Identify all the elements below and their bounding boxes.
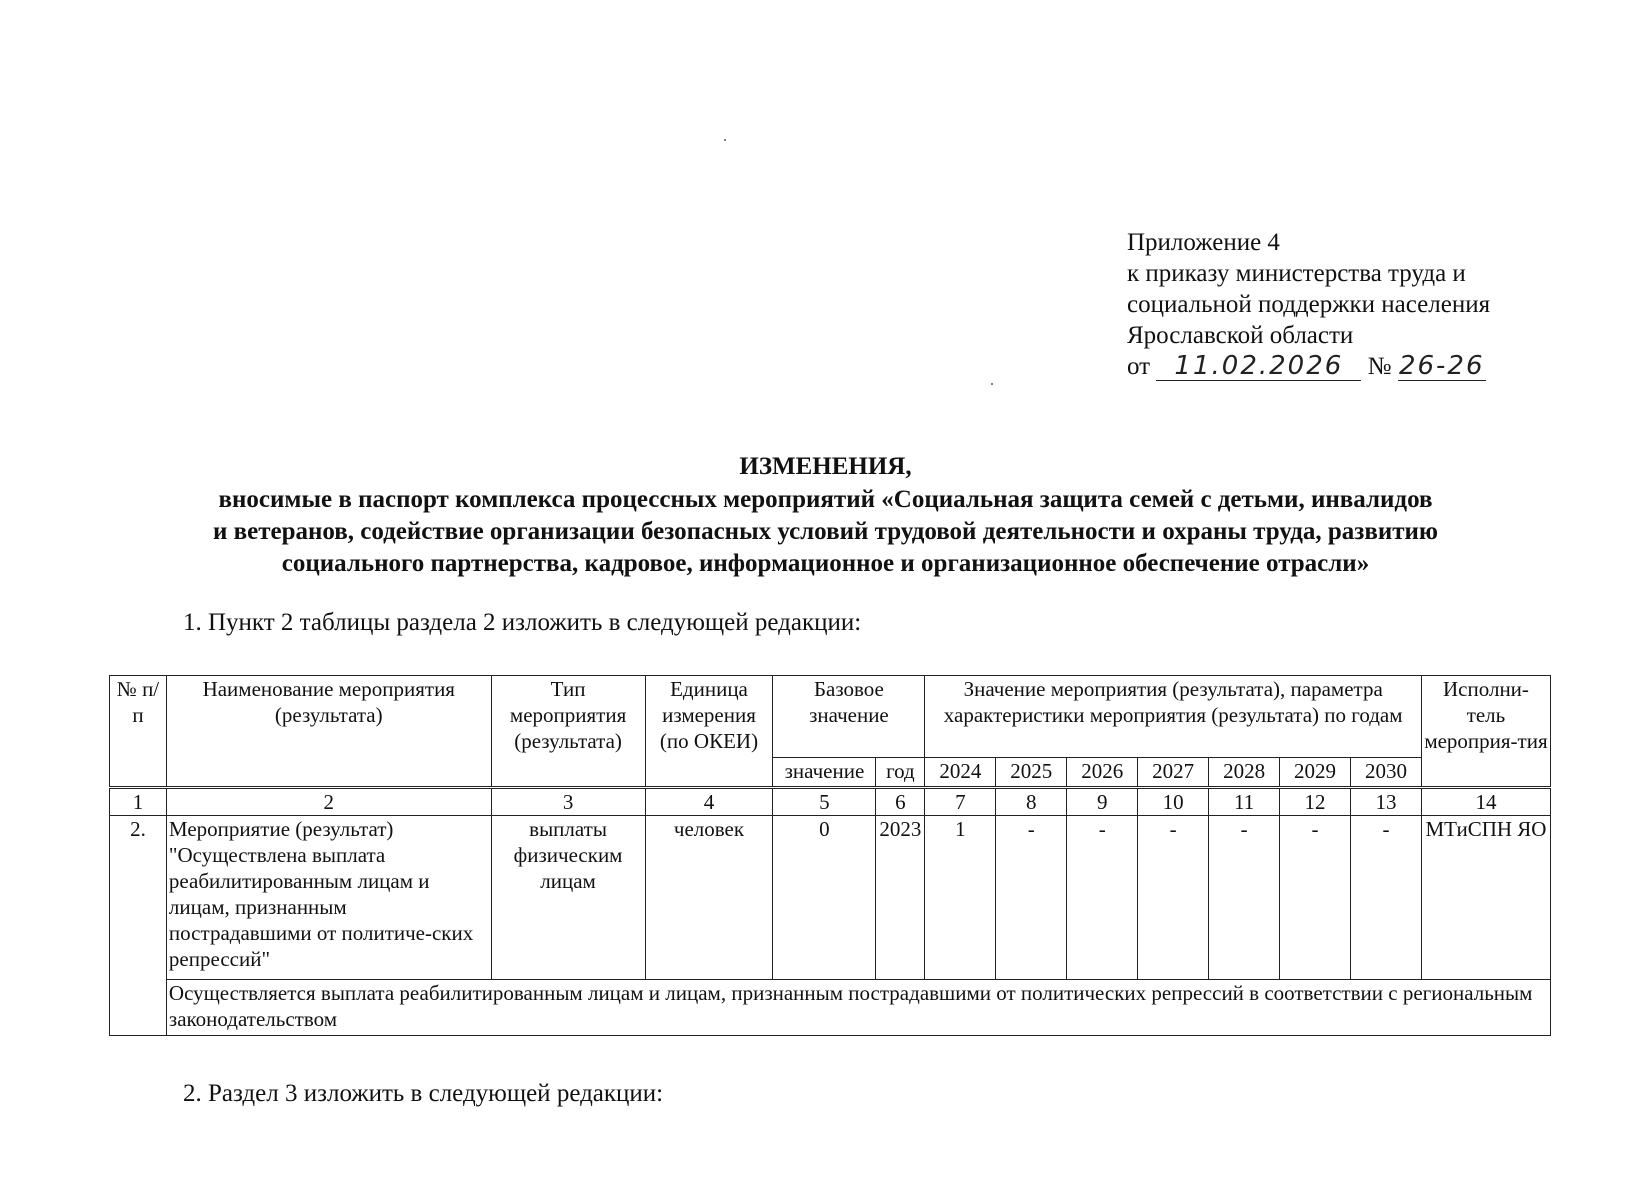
row-executor: МТиСПН ЯО xyxy=(1421,816,1550,980)
scan-speck xyxy=(991,383,993,385)
column-number: 14 xyxy=(1421,788,1550,816)
header-base: Базовое значение xyxy=(773,676,925,758)
handwritten-date: 11.02.2026 xyxy=(1156,352,1361,381)
appendix-order-line: к приказу министерства труда и xyxy=(1127,260,1466,287)
date-prefix: от xyxy=(1127,353,1151,380)
item-1-text: 1. Пункт 2 таблицы раздела 2 изложить в следующей редакции: xyxy=(183,609,862,636)
column-number: 2 xyxy=(166,788,491,816)
column-number: 5 xyxy=(773,788,876,816)
row-value-2029: - xyxy=(1280,816,1351,980)
document-title: ИЗМЕНЕНИЯ, xyxy=(739,453,912,480)
row-value-2025: - xyxy=(996,816,1067,980)
header-values-by-year: Значение мероприятия (результата), параметра характеристики мероприятия (результата) по годам xyxy=(925,676,1422,758)
scan-speck xyxy=(724,139,726,141)
column-number: 1 xyxy=(110,788,167,816)
header-year: 2030 xyxy=(1351,758,1422,788)
subtitle-line-2: и ветеранов, содействие организации безопасных условий трудовой деятельности и охраны труда, развитию xyxy=(212,518,1439,545)
appendix-region-line: Ярославской области xyxy=(1127,322,1354,349)
appendix-ministry-line: социальной поддержки населения xyxy=(1127,291,1491,318)
subtitle-line-3: социального партнерства, кадровое, информационное и организационное обеспечение отрасли» xyxy=(281,550,1370,577)
subtitle-line-1: вносимые в паспорт комплекса процессных мероприятий «Социальная защита семей с детьми, инвалидов xyxy=(218,486,1433,513)
handwritten-number: 26-26 xyxy=(1398,351,1485,381)
measures-table xyxy=(109,675,1551,1036)
row-number: 2. xyxy=(110,816,167,1036)
number-prefix: № xyxy=(1367,353,1392,380)
column-number: 7 xyxy=(925,788,996,816)
row-value-2024: 1 xyxy=(925,816,996,980)
row-note: Осуществляется выплата реабилитированным лицам и лицам, признанным пострадавшими от политических репрессий в соответствии с региональным законодательством xyxy=(166,980,1550,1036)
column-number: 3 xyxy=(491,788,645,816)
column-number: 12 xyxy=(1280,788,1351,816)
row-value-2026: - xyxy=(1067,816,1138,980)
header-year: 2029 xyxy=(1280,758,1351,788)
appendix-date-line xyxy=(1127,351,1490,382)
header-type: Тип мероприятия (результата) xyxy=(491,676,645,788)
table-row xyxy=(110,816,1551,980)
row-base-year: 2023 xyxy=(876,816,925,980)
appendix-title: Приложение 4 xyxy=(1127,229,1280,256)
column-number: 10 xyxy=(1138,788,1209,816)
appendix-block xyxy=(1127,227,1490,382)
column-number: 13 xyxy=(1351,788,1422,816)
row-type: выплаты физическим лицам xyxy=(491,816,645,980)
header-number: № п/п xyxy=(110,676,167,788)
header-base-year: год xyxy=(876,758,925,788)
column-number: 9 xyxy=(1067,788,1138,816)
column-number: 4 xyxy=(645,788,773,816)
row-base-value: 0 xyxy=(773,816,876,980)
header-unit: Единица измерения (по ОКЕИ) xyxy=(645,676,773,788)
header-year: 2026 xyxy=(1067,758,1138,788)
header-name: Наименование мероприятия (результата) xyxy=(166,676,491,788)
column-number: 11 xyxy=(1209,788,1280,816)
row-unit: человек xyxy=(645,816,773,980)
row-name: Мероприятие (результат) "Осуществлена выплата реабилитированным лицам и лицам, признанным пострадавшими от политиче-ских репрессий" xyxy=(166,816,491,980)
row-value-2027: - xyxy=(1138,816,1209,980)
header-year: 2025 xyxy=(996,758,1067,788)
header-year: 2028 xyxy=(1209,758,1280,788)
header-year: 2024 xyxy=(925,758,996,788)
header-executor: Исполни-тель мероприя-тия xyxy=(1421,676,1550,788)
row-value-2030: - xyxy=(1351,816,1422,980)
header-base-value: значение xyxy=(773,758,876,788)
row-value-2028: - xyxy=(1209,816,1280,980)
column-number: 6 xyxy=(876,788,925,816)
header-year: 2027 xyxy=(1138,758,1209,788)
column-number: 8 xyxy=(996,788,1067,816)
item-2-text: 2. Раздел 3 изложить в следующей редакции: xyxy=(183,1080,664,1107)
